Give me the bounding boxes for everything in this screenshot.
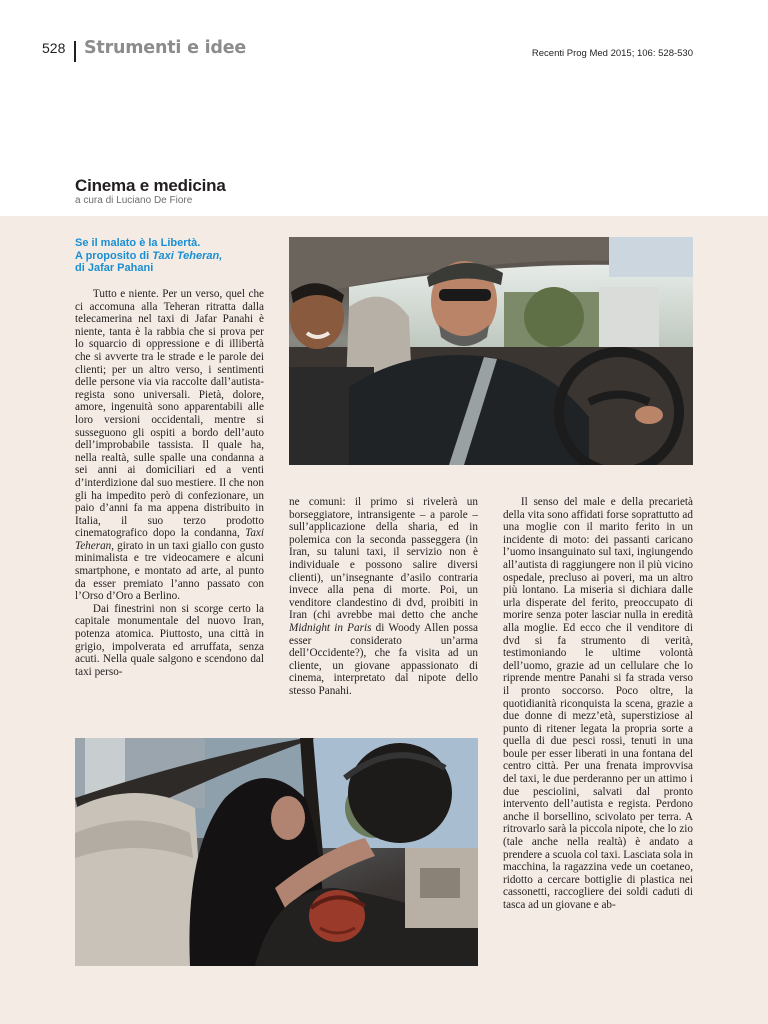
film-title: Taxi Teheran	[75, 527, 264, 552]
film-still-taxi-driver	[289, 237, 693, 465]
paragraph: Il senso del male e della precarietà della vita sono affidati forse soprattutto ad una moglie con il marito ferito in un incidente di moto: dei passanti caricano l’uomo insanguinato sul taxi, ingiungendo all’autista di raggiungere non il più vicino ospedale, precluso ai poveri, ma un altro più lontano. La miseria si dichiara dalle urla disperate del ferito, preoccupato di morire senza poter lasciar nulla in eredità alla moglie. Ed ecco che il venditore di dvd si fa strumento di verità, testimoniando le ultime volontà dell’uomo, grazie ad un cellulare che lo riprende mentre Panahi si fa strada verso il pronto soccorso. Poco oltre, la quotidianità riconquista la scena, grazie a due donne di mezz’età, superstiziose al punto di ritener legata la propria sorte a quella di due pesci rossi, tenuti in una boule per esser liberati in una fontana del centro città. Per una frenata improvvisa del taxi, le due perderanno per un attimo i due pesciolini, salvati dal pronto intervento dell’autista e regista. Perdono anche il borsellino, scivolato per terra. A ritrovarlo sarà la piccola nipote, che lo zio (tale anche nella realtà) è andato a prendere a scuola col taxi. Lasciata sola in macchina, la ragazzina vede un coetaneo, ridotto a cercare bottiglie di plastica nei cassonetti, raccogliere dei soldi caduti di tasca ad un giovane e ab-	[503, 496, 693, 911]
article-column-2	[289, 496, 478, 698]
kicker-film-title: Taxi Teheran,	[152, 249, 223, 262]
rubric-title: Cinema e medicina	[75, 176, 226, 195]
text-run: di Woody Allen possa esser considerato un’arma dell’Occidente?), che fa visita ad un cliente, un giovane appassionato di cinema, interpretato dal nipote dello stesso Panahi.	[289, 621, 478, 697]
paragraph	[289, 496, 478, 698]
kicker-line-2	[75, 250, 275, 263]
kicker-line-3: di Jafar Pahani	[75, 262, 154, 274]
kicker-prefix: A proposito di	[75, 249, 153, 262]
header-divider	[74, 41, 76, 62]
journal-reference: Recenti Prog Med 2015; 106: 528-530	[531, 48, 693, 59]
film-still-injured-passenger-image	[75, 738, 478, 966]
paragraph: Dai finestrini non si scorge certo la capitale monumentale del nuovo Iran, potenza atomica. Piuttosto, una città in grigio, impolverata ed arruffata, senza acuti. Nella quale salgono e scendono dal taxi perso-	[75, 602, 264, 678]
film-still-injured-passenger	[75, 738, 478, 966]
article-column-3	[503, 496, 693, 912]
section-title: Strumenti e idee	[84, 38, 247, 58]
article-column-1	[75, 288, 264, 678]
text-run: ne comuni: il primo si rivelerà un borseggiatore, intransigente – a parole – sull’applicazione della sharia, ed in polemica con la seconda passeggera (in Iran, su taluni taxi, il servizio non è individuale e possono salire diversi clienti), un’insegnante d’asilo contraria invece alla pena di morte. Poi, un venditore clandestino di dvd, proibiti in Iran (chi avrebbe mai detto che anche	[289, 496, 478, 622]
film-still-taxi-driver-image	[289, 237, 693, 465]
article-kicker	[75, 237, 275, 275]
page-number: 528	[42, 40, 66, 56]
text-run: , girato in un taxi giallo con gusto minimalista e tre videocamere e alcuni smartphone, e montato ad arte, al punto da esser premiato l’anno passato con l’Orso d’Oro a Berlino.	[75, 539, 264, 603]
rubric-subtitle: a cura di Luciano De Fiore	[75, 195, 193, 206]
paragraph	[75, 288, 264, 603]
film-title: Midnight in Paris	[289, 621, 372, 634]
text-run: Tutto e niente. Per un verso, quel che ci accomuna alla Teheran ritratta dalla telecamerina nel taxi di Jafar Panahi è niente, tanta è la rabbia che si prova per lo squarcio di oppressione e di illibertà che si avverte tra le strade e le parole dei clienti; per un altro verso, i sentimenti delle persone via via raccolte dall’autista-regista sono universali. Pietà, dolore, amore, ingenuità sono apparentabili alle loro versioni occidentali, mentre si susseguono gli ospiti a bordo dell’auto dell’improbabile tassista. Il quale ha, nella realtà, sulle spalle una condanna a sei anni ai domiciliari ed a venti d’interdizione dal suo mestiere. Il che non gli ha impedito però di confezionare, un paio d’anni fa ma appena distribuito in Italia, il suo terzo prodotto cinematografico dopo la condanna,	[75, 288, 264, 540]
kicker-line-1: Se il malato è la Libertà.	[75, 237, 201, 249]
